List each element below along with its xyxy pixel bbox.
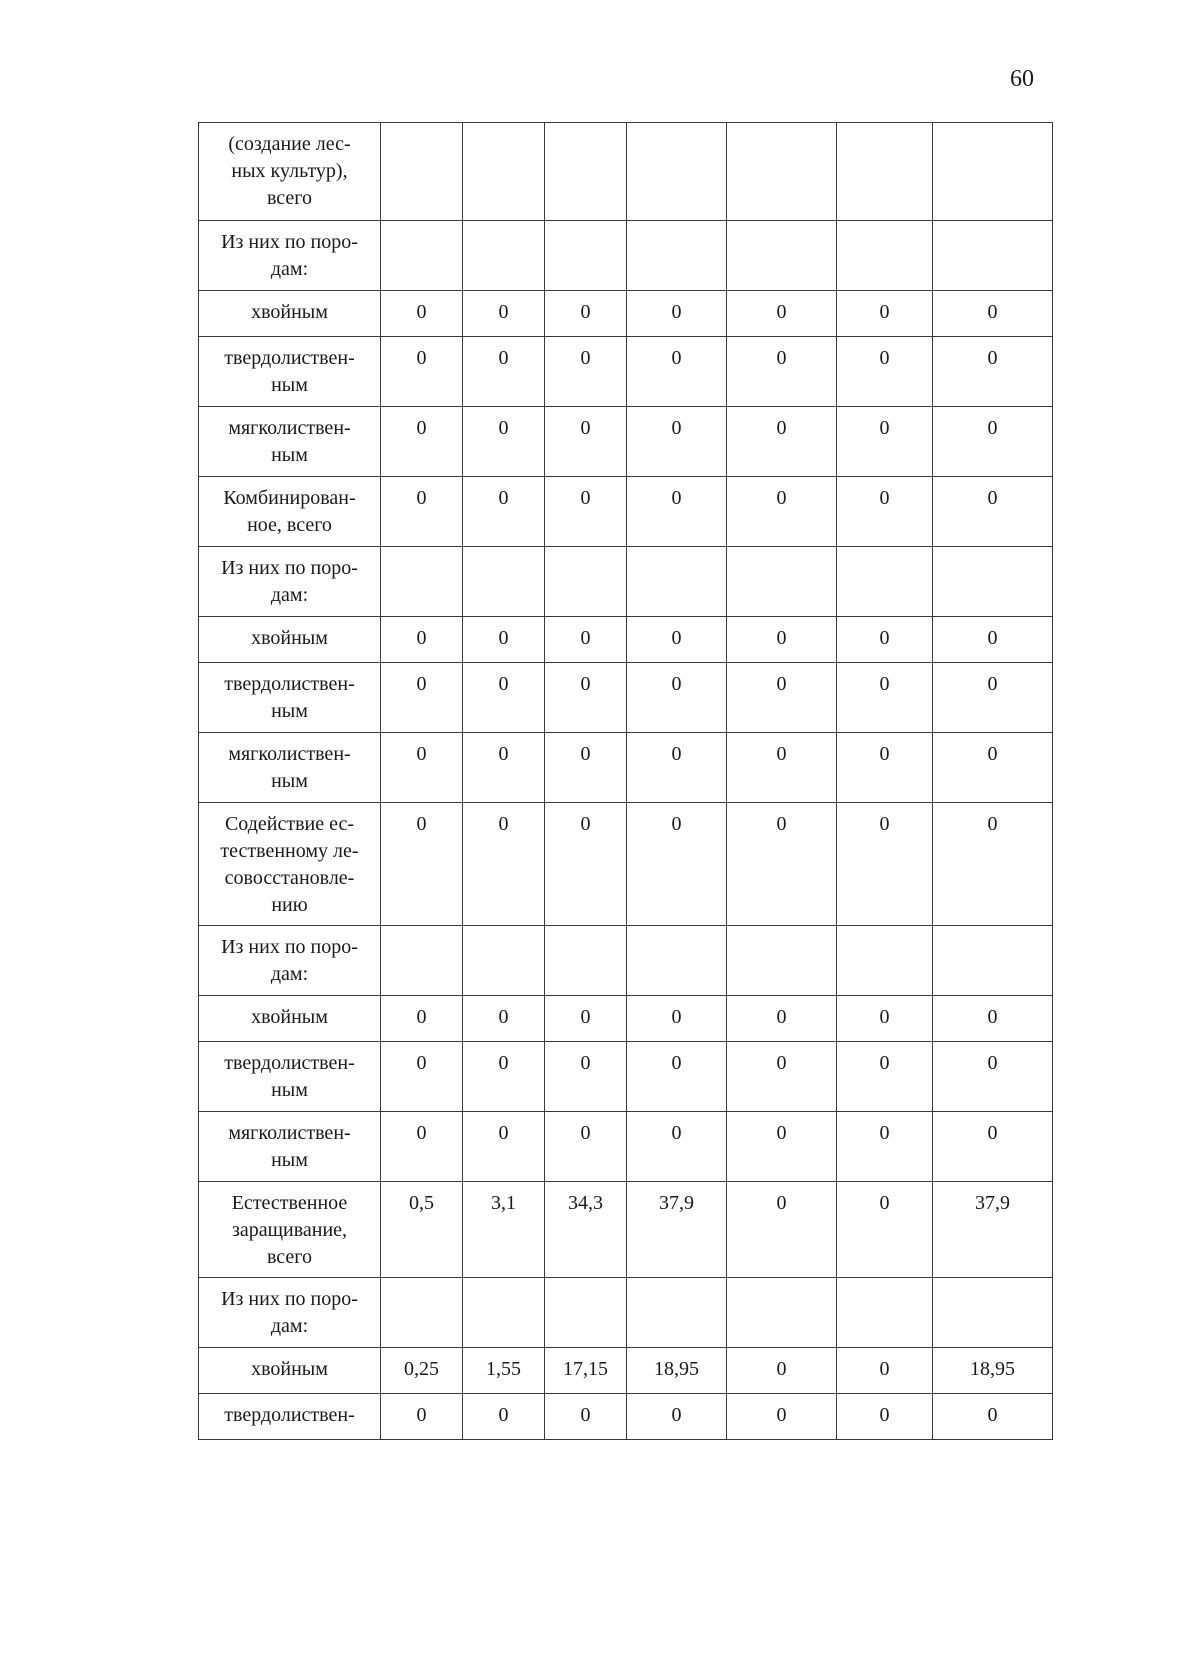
value-cell xyxy=(933,926,1053,996)
table-row xyxy=(199,547,1053,617)
value-cell: 0 xyxy=(381,617,463,663)
value-cell: 0 xyxy=(837,1394,933,1440)
value-cell xyxy=(627,123,727,221)
row-label-line: совосстановле- xyxy=(224,867,355,889)
value-cell: 0 xyxy=(463,1394,545,1440)
value-cell xyxy=(727,221,837,291)
value-cell: 0 xyxy=(933,663,1053,733)
value-cell xyxy=(545,221,627,291)
value-cell: 0 xyxy=(727,291,837,337)
row-label-line: заращивание, xyxy=(231,1219,348,1241)
value-cell: 0 xyxy=(381,803,463,926)
value-cell: 0 xyxy=(837,1042,933,1112)
value-cell: 0 xyxy=(627,291,727,337)
value-cell xyxy=(381,547,463,617)
value-cell: 0 xyxy=(627,617,727,663)
row-label-line: твердолиствен- xyxy=(224,347,355,369)
value-cell: 0 xyxy=(545,477,627,547)
value-cell: 0 xyxy=(727,1182,837,1278)
value-cell: 0 xyxy=(837,407,933,477)
row-label-cell xyxy=(199,1112,381,1182)
row-label-cell xyxy=(199,407,381,477)
value-cell xyxy=(463,547,545,617)
value-cell xyxy=(727,123,837,221)
row-label-cell xyxy=(199,1042,381,1112)
row-label-cell xyxy=(199,926,381,996)
value-cell: 0,5 xyxy=(381,1182,463,1278)
value-cell: 0 xyxy=(933,407,1053,477)
page-number: 60 xyxy=(1010,66,1034,92)
value-cell: 0 xyxy=(727,996,837,1042)
table-row xyxy=(199,1042,1053,1112)
row-label-cell xyxy=(199,663,381,733)
value-cell: 0 xyxy=(933,337,1053,407)
value-cell: 37,9 xyxy=(933,1182,1053,1278)
value-cell xyxy=(837,926,933,996)
value-cell: 0 xyxy=(933,1112,1053,1182)
row-label-cell xyxy=(199,547,381,617)
value-cell: 0 xyxy=(463,291,545,337)
table-row xyxy=(199,1394,1053,1440)
row-label-line: Содействие ес- xyxy=(224,813,355,835)
value-cell xyxy=(381,1278,463,1348)
value-cell: 0 xyxy=(727,1394,837,1440)
value-cell: 18,95 xyxy=(933,1348,1053,1394)
value-cell: 0 xyxy=(627,803,727,926)
table-row xyxy=(199,477,1053,547)
data-table xyxy=(198,122,1053,1440)
value-cell: 0 xyxy=(727,663,837,733)
row-label-line: Из них по поро- xyxy=(221,557,358,579)
row-label-cell xyxy=(199,617,381,663)
value-cell: 0 xyxy=(933,996,1053,1042)
value-cell: 37,9 xyxy=(627,1182,727,1278)
row-label-line: дам: xyxy=(270,1315,309,1337)
value-cell: 0 xyxy=(381,291,463,337)
value-cell: 0 xyxy=(381,996,463,1042)
table-row xyxy=(199,221,1053,291)
row-label-line: Из них по поро- xyxy=(221,936,358,958)
row-label-line: всего xyxy=(266,187,313,209)
value-cell: 0 xyxy=(545,337,627,407)
row-label-line: твердолиствен- xyxy=(224,1052,355,1074)
value-cell xyxy=(381,221,463,291)
value-cell: 0 xyxy=(727,1348,837,1394)
row-label-cell xyxy=(199,1348,381,1394)
value-cell xyxy=(627,926,727,996)
value-cell xyxy=(933,123,1053,221)
value-cell: 0 xyxy=(381,1394,463,1440)
row-label-line: всего xyxy=(266,1246,313,1268)
value-cell xyxy=(545,926,627,996)
row-label-line: мягколиствен- xyxy=(228,743,351,765)
table-row xyxy=(199,1112,1053,1182)
value-cell: 0 xyxy=(381,1042,463,1112)
table-row xyxy=(199,926,1053,996)
row-label-line: хвойным xyxy=(251,1006,328,1028)
value-cell: 0 xyxy=(837,996,933,1042)
value-cell: 0 xyxy=(627,477,727,547)
value-cell: 1,55 xyxy=(463,1348,545,1394)
value-cell: 0 xyxy=(727,803,837,926)
value-cell xyxy=(727,1278,837,1348)
row-label-line: твердолиствен- xyxy=(224,1404,355,1426)
value-cell xyxy=(627,1278,727,1348)
value-cell: 0 xyxy=(933,733,1053,803)
value-cell: 0 xyxy=(545,1394,627,1440)
value-cell: 0 xyxy=(837,291,933,337)
row-label-line: ным xyxy=(271,374,308,396)
value-cell: 0 xyxy=(727,733,837,803)
value-cell: 0 xyxy=(727,617,837,663)
value-cell: 0 xyxy=(545,803,627,926)
value-cell xyxy=(627,221,727,291)
row-label-line: дам: xyxy=(270,258,309,280)
row-label-line: ным xyxy=(271,1149,308,1171)
row-label-line: дам: xyxy=(270,584,309,606)
value-cell: 0 xyxy=(463,1112,545,1182)
row-label-cell xyxy=(199,803,381,926)
row-label-line: ным xyxy=(271,444,308,466)
table-row xyxy=(199,1348,1053,1394)
value-cell: 0 xyxy=(837,1112,933,1182)
table-row xyxy=(199,803,1053,926)
value-cell: 0 xyxy=(463,663,545,733)
value-cell xyxy=(381,926,463,996)
value-cell xyxy=(933,221,1053,291)
value-cell: 3,1 xyxy=(463,1182,545,1278)
value-cell: 0 xyxy=(727,407,837,477)
table-body xyxy=(199,123,1053,1440)
value-cell: 0 xyxy=(463,803,545,926)
table-row xyxy=(199,407,1053,477)
value-cell: 0 xyxy=(837,733,933,803)
value-cell: 0 xyxy=(837,1182,933,1278)
value-cell: 0 xyxy=(837,803,933,926)
value-cell xyxy=(837,1278,933,1348)
row-label-line: хвойным xyxy=(251,627,328,649)
value-cell xyxy=(837,221,933,291)
row-label-line: ным xyxy=(271,1079,308,1101)
row-label-cell xyxy=(199,996,381,1042)
value-cell: 0 xyxy=(627,1112,727,1182)
value-cell: 18,95 xyxy=(627,1348,727,1394)
value-cell: 0 xyxy=(381,1112,463,1182)
value-cell: 0 xyxy=(381,407,463,477)
value-cell: 0 xyxy=(463,337,545,407)
value-cell xyxy=(933,547,1053,617)
value-cell: 0 xyxy=(545,996,627,1042)
row-label-cell xyxy=(199,477,381,547)
value-cell: 0 xyxy=(545,1042,627,1112)
table-row xyxy=(199,663,1053,733)
value-cell xyxy=(933,1278,1053,1348)
row-label-line: Комбинирован- xyxy=(223,487,356,509)
row-label-line: мягколиствен- xyxy=(228,417,351,439)
value-cell: 17,15 xyxy=(545,1348,627,1394)
row-label-cell xyxy=(199,221,381,291)
value-cell: 0 xyxy=(727,337,837,407)
value-cell xyxy=(463,221,545,291)
row-label-cell xyxy=(199,123,381,221)
value-cell xyxy=(727,547,837,617)
value-cell xyxy=(627,547,727,617)
row-label-line: Естественное xyxy=(231,1192,348,1214)
value-cell: 0 xyxy=(463,477,545,547)
table-row xyxy=(199,123,1053,221)
row-label-line: твердолиствен- xyxy=(224,673,355,695)
row-label-line: мягколиствен- xyxy=(228,1122,351,1144)
value-cell: 0 xyxy=(545,1112,627,1182)
value-cell xyxy=(463,123,545,221)
value-cell: 0 xyxy=(933,477,1053,547)
value-cell: 0 xyxy=(933,1394,1053,1440)
row-label-line: тественному ле- xyxy=(220,840,359,862)
value-cell: 0,25 xyxy=(381,1348,463,1394)
row-label-line: нию xyxy=(271,894,308,916)
table-row xyxy=(199,1278,1053,1348)
row-label-line: хвойным xyxy=(251,1358,328,1380)
value-cell xyxy=(545,1278,627,1348)
row-label-cell xyxy=(199,337,381,407)
value-cell xyxy=(381,123,463,221)
value-cell: 0 xyxy=(627,733,727,803)
value-cell: 0 xyxy=(545,663,627,733)
row-label-line: ных культур), xyxy=(231,160,348,182)
table-row xyxy=(199,617,1053,663)
row-label-cell xyxy=(199,1182,381,1278)
value-cell: 0 xyxy=(837,617,933,663)
value-cell: 0 xyxy=(627,663,727,733)
value-cell: 0 xyxy=(545,733,627,803)
row-label-line: хвойным xyxy=(251,301,328,323)
value-cell: 0 xyxy=(463,996,545,1042)
value-cell: 0 xyxy=(627,1042,727,1112)
value-cell: 0 xyxy=(381,733,463,803)
value-cell: 0 xyxy=(727,1042,837,1112)
value-cell: 0 xyxy=(463,617,545,663)
table-row xyxy=(199,733,1053,803)
value-cell xyxy=(463,926,545,996)
value-cell xyxy=(727,926,837,996)
value-cell: 0 xyxy=(837,1348,933,1394)
row-label-cell xyxy=(199,733,381,803)
value-cell: 0 xyxy=(837,663,933,733)
value-cell: 0 xyxy=(933,617,1053,663)
value-cell: 0 xyxy=(933,1042,1053,1112)
value-cell: 0 xyxy=(727,1112,837,1182)
row-label-cell xyxy=(199,1394,381,1440)
value-cell: 0 xyxy=(627,1394,727,1440)
row-label-line: дам: xyxy=(270,963,309,985)
table-row xyxy=(199,996,1053,1042)
value-cell: 0 xyxy=(545,617,627,663)
value-cell: 0 xyxy=(933,803,1053,926)
value-cell: 0 xyxy=(933,291,1053,337)
value-cell: 0 xyxy=(463,1042,545,1112)
row-label-line: (создание лес- xyxy=(228,133,351,155)
value-cell: 0 xyxy=(545,407,627,477)
value-cell: 0 xyxy=(381,337,463,407)
value-cell xyxy=(837,547,933,617)
row-label-line: ное, всего xyxy=(247,514,332,536)
value-cell: 0 xyxy=(727,477,837,547)
value-cell: 0 xyxy=(463,733,545,803)
value-cell: 0 xyxy=(627,407,727,477)
row-label-line: ным xyxy=(271,770,308,792)
value-cell: 0 xyxy=(837,337,933,407)
value-cell xyxy=(545,547,627,617)
value-cell: 0 xyxy=(837,477,933,547)
value-cell xyxy=(545,123,627,221)
table-row xyxy=(199,1182,1053,1278)
row-label-line: Из них по поро- xyxy=(221,1288,358,1310)
value-cell: 0 xyxy=(381,663,463,733)
row-label-cell xyxy=(199,291,381,337)
value-cell: 0 xyxy=(545,291,627,337)
row-label-cell xyxy=(199,1278,381,1348)
value-cell xyxy=(837,123,933,221)
value-cell: 34,3 xyxy=(545,1182,627,1278)
row-label-line: ным xyxy=(271,700,308,722)
value-cell: 0 xyxy=(627,337,727,407)
value-cell: 0 xyxy=(627,996,727,1042)
value-cell: 0 xyxy=(463,407,545,477)
row-label-line: Из них по поро- xyxy=(221,231,358,253)
value-cell xyxy=(463,1278,545,1348)
value-cell: 0 xyxy=(381,477,463,547)
table-row xyxy=(199,291,1053,337)
table-row xyxy=(199,337,1053,407)
